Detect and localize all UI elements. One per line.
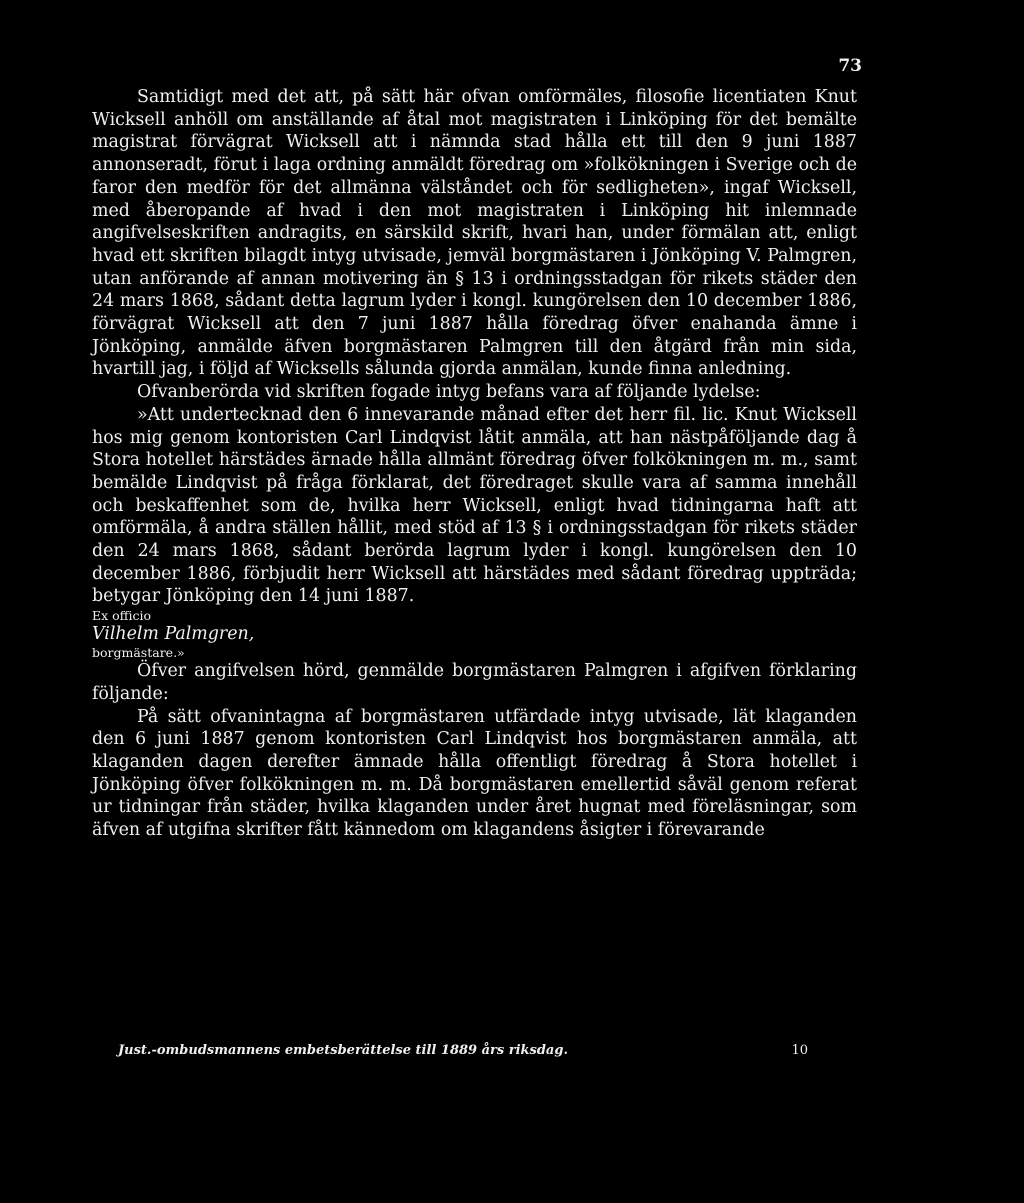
signature-title: borgmästare.» (92, 645, 185, 661)
body-text (92, 86, 857, 842)
paragraph-1: Samtidigt med det att, på sätt här ofvan omförmäles, filosofie licentiaten Knut Wicksell anhöll om anställande af åtal mot magistraten i Linköping för det bemälte magistrat förvägrat Wicksell att i nämnda stad hålla ett till den 9 juni 1887 annonseradt, förut i laga ordning anmäldt föredrag om »folkökningen i Sverige och de faror den medför för det allmänna välståndet och för sedligheten», ingaf Wicksell, med åberopande af hvad i den mot magistraten i Linköping hit inlemnade angifvelseskriften andragits, en särskild skrift, hvari han, under förmälan att, enligt hvad ett skriften bilagdt intyg utvisade, jemväl borgmästaren i Jönköping V. Palmgren, utan anförande af annan motivering än § 13 i ordningsstadgan för rikets städer den 24 mars 1868, sådant detta lagrum lyder i kongl. kungörelsen den 10 december 1886, förvägrat Wicksell att den 7 juni 1887 hålla föredrag öfver enahanda ämne i Jönköping, anmälde äfven borgmästaren Palmgren till den åtgärd från min sida, hvartill jag, i följd af Wicksells sålunda gjorda anmälan, kunde finna anledning. (92, 87, 857, 380)
paragraph-4: På sätt ofvanintagna af borgmästaren utfärdade intyg utvisade, lät klaganden den 6 juni 1887 genom kontoristen Carl Lindqvist hos borgmästaren anmäla, att klaganden dagen derefter ämnade hålla offentligt föredrag å Stora hotellet i Jönköping öfver folkökningen m. m. Då borgmästaren emellertid såväl genom referat ur tidningar från städer, hvilka klaganden under året hugnat med föreläsningar, som äfven af utgifna skrifter fått kännedom om klagandens åsigter i förevarande (92, 706, 857, 841)
paragraph-3: Öfver angifvelsen hörd, genmälde borgmästaren Palmgren i afgifven förklaring följande: (92, 661, 857, 704)
page-footer (118, 1043, 808, 1058)
signature-name: Vilhelm Palmgren, (92, 624, 255, 645)
signature-note: Ex officio (92, 608, 152, 624)
quoted-certificate: »Att undertecknad den 6 innevarande månad efter det herr fil. lic. Knut Wicksell hos mig genom kontoristen Carl Lindqvist låtit anmäla, att han nästpåföljande dag å Stora hotellet härstädes ärnade hålla allmänt föredrag öfver folkökningen m. m., samt bemälde Lindqvist på fråga förklarat, det föredraget skulle vara af samma innehåll och beskaffenhet som de, hvilka herr Wicksell, enligt hvad tidningarna haft att omförmäla, å andra ställen hållit, med stöd af 13 § i ordningsstadgan för rikets städer den 24 mars 1868, sådant berörda lagrum lyder i kongl. kungörelsen den 10 december 1886, förbjudit herr Wicksell att härstädes med sådant föredrag uppträda; betygar Jönköping den 14 juni 1887. (92, 404, 857, 607)
paragraph-2: Ofvanberörda vid skriften fogade intyg befans vara af följande lydelse: (137, 382, 761, 403)
footer-title: Just.-ombudsmannens embetsberättelse till 1889 års riksdag. (118, 1043, 568, 1058)
footer-signature-number: 10 (791, 1043, 808, 1058)
page-number: 73 (838, 56, 862, 76)
